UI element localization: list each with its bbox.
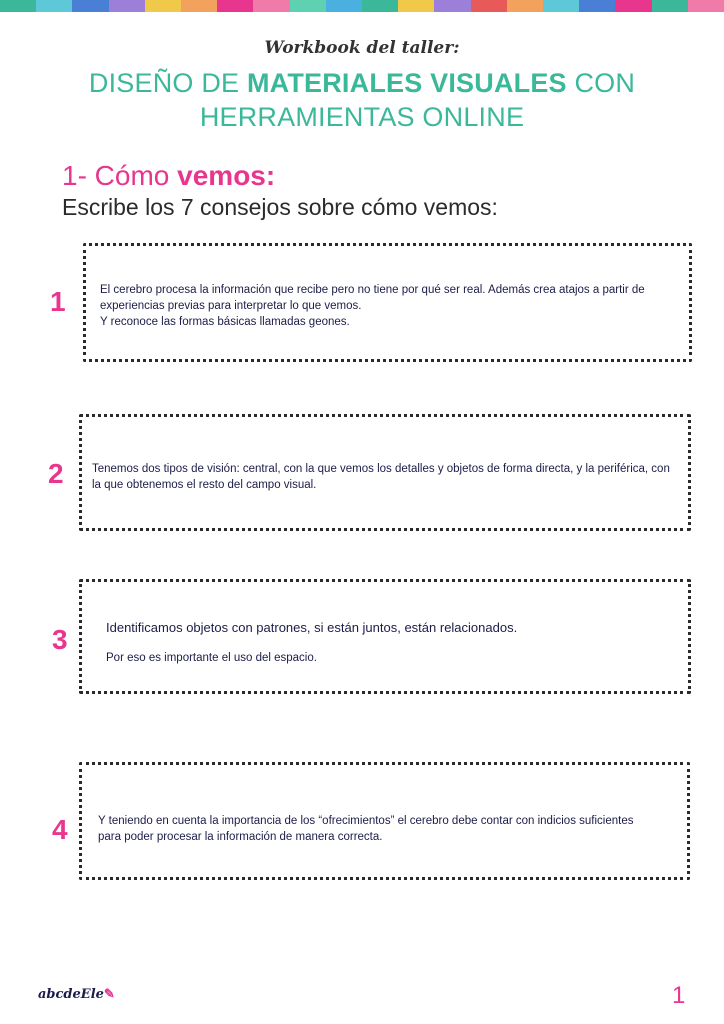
stripe-segment xyxy=(72,0,108,12)
stripe-segment xyxy=(362,0,398,12)
page-title xyxy=(62,66,662,134)
stripe-segment xyxy=(471,0,507,12)
tip-text: El cerebro procesa la información que recibe pero no tiene por qué ser real. Además crea atajos a partir de experiencias previas para interpretar lo que vemos. xyxy=(100,284,645,312)
section-number: 1- Cómo xyxy=(62,160,178,191)
brand-logo xyxy=(38,987,115,1002)
stripe-segment xyxy=(181,0,217,12)
color-stripe xyxy=(0,0,724,12)
tip-box xyxy=(79,762,690,880)
stripe-segment xyxy=(253,0,289,12)
stripe-segment xyxy=(543,0,579,12)
stripe-segment xyxy=(145,0,181,12)
tip-number: 1 xyxy=(50,286,66,317)
stripe-segment xyxy=(109,0,145,12)
stripe-segment xyxy=(688,0,724,12)
tip-number: 2 xyxy=(48,458,64,489)
section-instruction: Escribe los 7 consejos sobre cómo vemos: xyxy=(62,194,498,220)
tip-text: Y reconoce las formas básicas llamadas geones. xyxy=(100,316,350,328)
tip-text: Y teniendo en cuenta la importancia de los “ofrecimientos” el cerebro debe contar con indicios suficientes para poder procesar la información de manera correcta. xyxy=(98,815,634,843)
section-heading-bold: vemos: xyxy=(177,160,276,191)
stripe-segment xyxy=(579,0,615,12)
section-heading xyxy=(62,160,275,192)
title-part-1: DISEÑO DE xyxy=(88,68,247,98)
tip-number: 4 xyxy=(52,814,68,845)
tip-text: Identificamos objetos con patrones, si están juntos, están relacionados. xyxy=(106,620,518,635)
stripe-segment xyxy=(217,0,253,12)
stripe-segment xyxy=(0,0,36,12)
stripe-segment xyxy=(507,0,543,12)
tip-text: Por eso es importante el uso del espacio. xyxy=(106,652,317,664)
stripe-segment xyxy=(398,0,434,12)
stripe-segment xyxy=(326,0,362,12)
tip-box xyxy=(79,579,691,694)
stripe-segment xyxy=(615,0,651,12)
workbook-kicker: Workbook del taller: xyxy=(264,38,460,58)
title-part-2: CON HERRAMIENTAS ONLINE xyxy=(199,68,636,132)
tip-box xyxy=(79,414,691,531)
stripe-segment xyxy=(434,0,470,12)
title-bold: MATERIALES VISUALES xyxy=(246,68,567,98)
stripe-segment xyxy=(36,0,72,12)
tip-number: 3 xyxy=(52,624,68,655)
logo-text: abcdeEle xyxy=(38,987,104,1002)
stripe-segment xyxy=(652,0,688,12)
stripe-segment xyxy=(290,0,326,12)
pencil-icon: ✎ xyxy=(103,987,115,1002)
page-number: 1 xyxy=(672,982,686,1009)
tip-box xyxy=(83,243,692,362)
tip-text: Tenemos dos tipos de visión: central, con la que vemos los detalles y objetos de forma directa, y la periférica, con la que obtenemos el resto del campo visual. xyxy=(92,463,670,491)
